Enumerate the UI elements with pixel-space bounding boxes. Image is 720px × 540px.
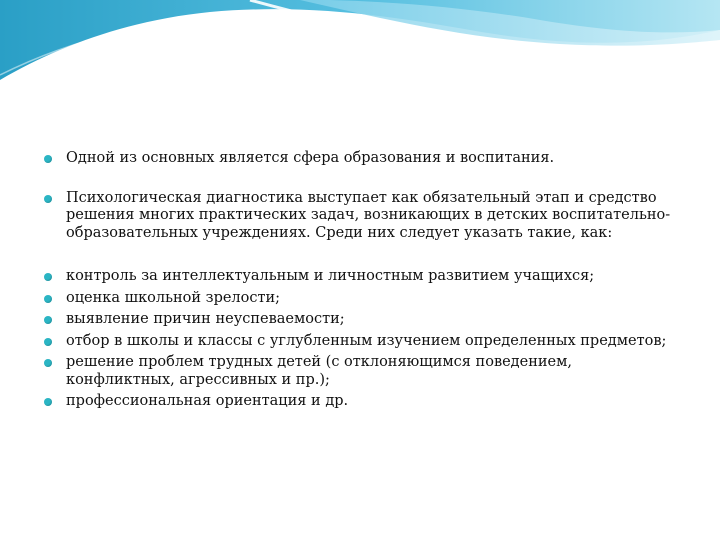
bullet-icon bbox=[44, 155, 52, 163]
bullet-icon bbox=[44, 273, 52, 281]
bullet-icon bbox=[44, 359, 52, 367]
bullet-list bbox=[44, 150, 684, 411]
bullet-icon bbox=[44, 398, 52, 406]
list-item-text: оценка школьной зрелости; bbox=[66, 289, 281, 306]
list-item bbox=[44, 290, 684, 308]
bullet-icon bbox=[44, 195, 52, 203]
list-item bbox=[44, 354, 684, 389]
list-item bbox=[44, 150, 684, 168]
list-item bbox=[44, 190, 684, 243]
bullet-icon bbox=[44, 316, 52, 324]
list-item-text: профессиональная ориентация и др. bbox=[66, 393, 349, 409]
list-item-text: отбор в школы и классы с углубленным изучением определенных предметов; bbox=[66, 332, 667, 349]
bullet-icon bbox=[44, 338, 52, 346]
list-item bbox=[44, 268, 684, 286]
list-item bbox=[44, 393, 684, 411]
list-item-text: Одной из основных является сфера образования и воспитания. bbox=[66, 150, 555, 166]
header-wave-decoration bbox=[0, 0, 720, 90]
list-item bbox=[44, 333, 684, 351]
list-item-text: Психологическая диагностика выступает как обязательный этап и средство решения многих практических задач, возникающих в детских воспитательно-образовательных учреждениях. Среди них следует указать такие, как: bbox=[66, 189, 671, 241]
bullet-icon bbox=[44, 295, 52, 303]
list-item-text: контроль за интеллектуальным и личностным развитием учащихся; bbox=[66, 268, 595, 284]
list-item bbox=[44, 311, 684, 329]
list-item-text: решение проблем трудных детей (с отклоняющимся поведением, конфликтных, агрессивных и пр.); bbox=[66, 354, 572, 388]
list-item-text: выявление причин неуспеваемости; bbox=[66, 311, 345, 327]
